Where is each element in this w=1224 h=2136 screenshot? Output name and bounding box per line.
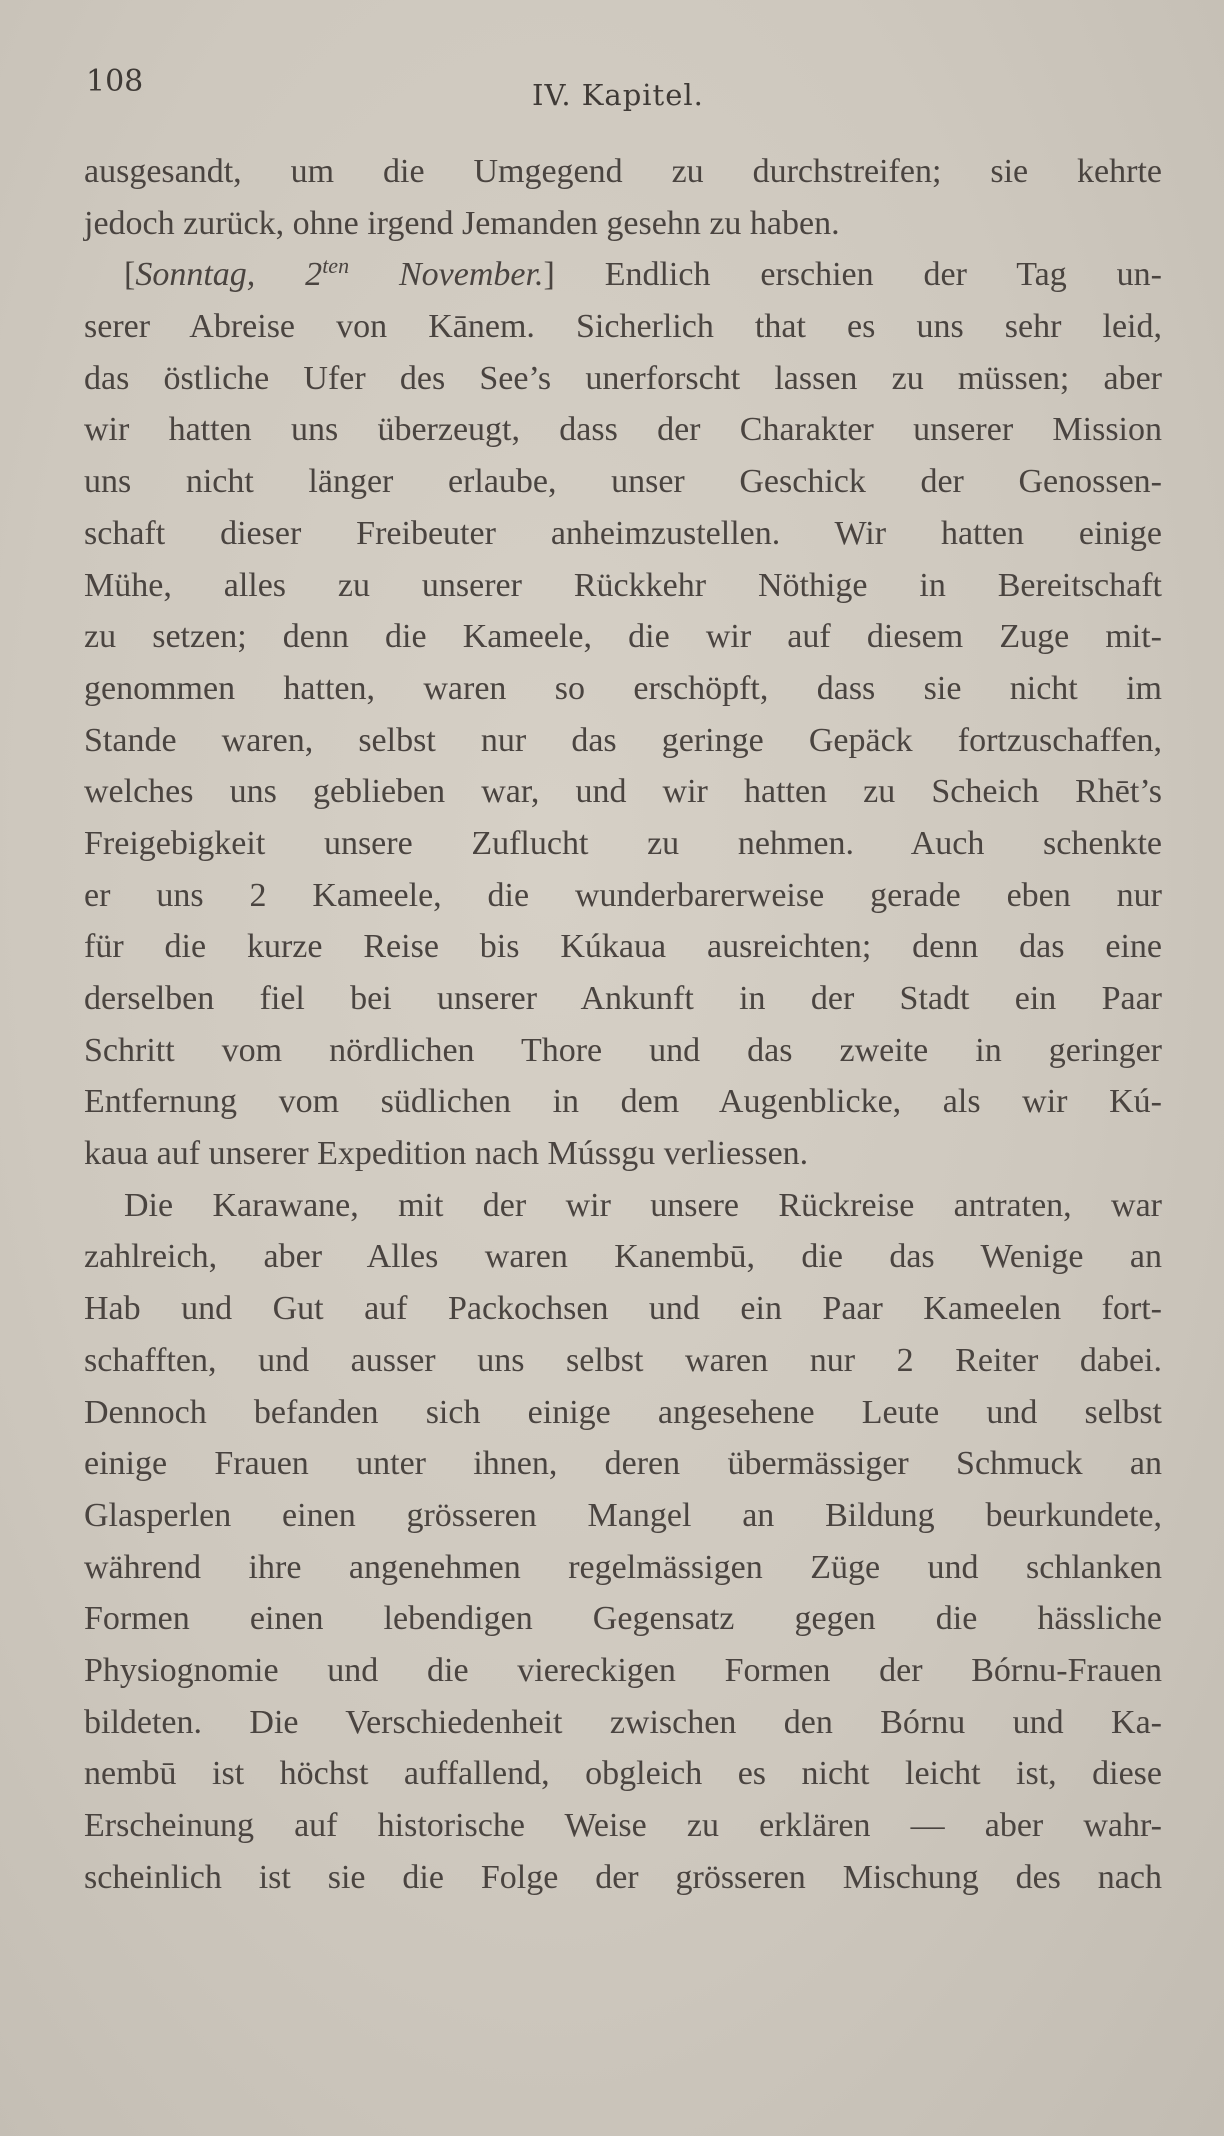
date-month: November.: [349, 256, 544, 294]
date-superscript: ten: [322, 253, 350, 279]
body-text: [84, 146, 1162, 1903]
text-line: schaft dieser Freibeuter anheimzustellen. Wir hatten einige: [84, 514, 1162, 552]
text-line: einige Frauen unter ihnen, deren übermässiger Schmuck an: [84, 1445, 1162, 1483]
date-day: Sonntag, 2: [135, 256, 323, 294]
text-line: uns nicht länger erlaube, unser Geschick der Genossen-: [84, 463, 1162, 501]
bracket-close: ]: [543, 256, 555, 294]
text-line: Dennoch befanden sich einige angesehene Leute und selbst: [84, 1393, 1162, 1431]
text-line: derselben fiel bei unserer Ankunft in der Stadt ein Paar: [84, 980, 1162, 1017]
text-line: zahlreich, aber Alles waren Kanembū, die das Wenige an: [84, 1238, 1162, 1276]
text-line: Entfernung vom südlichen in dem Augenblicke, als wir Kú-: [84, 1083, 1162, 1121]
text-line: für die kurze Reise bis Kúkaua ausreichten; denn das eine: [84, 928, 1162, 966]
text-line: ausgesandt, um die Umgegend zu durchstreifen; sie kehrte: [84, 153, 1162, 190]
text-line: nembū ist höchst auffallend, obgleich es nicht leicht ist, diese: [84, 1755, 1162, 1793]
running-head: IV. Kapitel.: [532, 78, 704, 112]
text-line: während ihre angenehmen regelmässigen Züge und schlanken: [84, 1548, 1162, 1586]
line-continuation: Endlich erschien der Tag un-: [554, 256, 1162, 294]
text-line: das östliche Ufer des See’s unerforscht lassen zu müssen; aber: [84, 359, 1162, 397]
bracket-open: [: [124, 256, 136, 294]
text-line: er uns 2 Kameele, die wunderbarerweise gerade eben nur: [84, 876, 1162, 914]
text-line: Physiognomie und die viereckigen Formen der Bórnu-Frauen: [84, 1651, 1162, 1689]
text-line: kaua auf unserer Expedition nach Mússgu verliessen.: [84, 1135, 809, 1173]
text-line: Glasperlen einen grösseren Mangel an Bildung beurkundete,: [84, 1496, 1162, 1534]
date-note: [135, 253, 544, 294]
text-line: wir hatten uns überzeugt, dass der Charakter unserer Mission: [84, 411, 1162, 449]
text-line: serer Abreise von Kānem. Sicherlich that es uns sehr leid,: [84, 308, 1162, 346]
page-number: 108: [86, 64, 144, 99]
text-line: scheinlich ist sie die Folge der grösseren Mischung des nach: [84, 1858, 1162, 1896]
text-line: jedoch zurück, ohne irgend Jemanden gesehn zu haben.: [84, 204, 840, 242]
text-line: Mühe, alles zu unserer Rückkehr Nöthige in Bereitschaft: [84, 566, 1162, 604]
text-line: Freigebigkeit unsere Zuflucht zu nehmen. Auch schenkte: [84, 824, 1162, 862]
text-line: Erscheinung auf historische Weise zu erklären — aber wahr-: [84, 1807, 1162, 1844]
text-line: Die Karawane, mit der wir unsere Rückreise antraten, war: [124, 1186, 1162, 1224]
text-line: schafften, und ausser uns selbst waren nur 2 Reiter dabei.: [84, 1341, 1162, 1379]
text-line: welches uns geblieben war, und wir hatten zu Scheich Rhēt’s: [84, 773, 1162, 811]
text-line: Schritt vom nördlichen Thore und das zweite in geringer: [84, 1031, 1162, 1069]
text-line: Formen einen lebendigen Gegensatz gegen die hässliche: [84, 1600, 1162, 1638]
text-line: Stande waren, selbst nur das geringe Gepäck fortzuschaffen,: [84, 721, 1162, 759]
text-line: bildeten. Die Verschiedenheit zwischen den Bórnu und Ka-: [84, 1703, 1162, 1741]
text-line: zu setzen; denn die Kameele, die wir auf diesem Zuge mit-: [84, 618, 1162, 656]
text-line: [84, 249, 1162, 301]
page-header: [86, 62, 1166, 112]
text-line: Hab und Gut auf Packochsen und ein Paar Kameelen fort-: [84, 1290, 1162, 1328]
text-line: genommen hatten, waren so erschöpft, dass sie nicht im: [84, 669, 1162, 707]
